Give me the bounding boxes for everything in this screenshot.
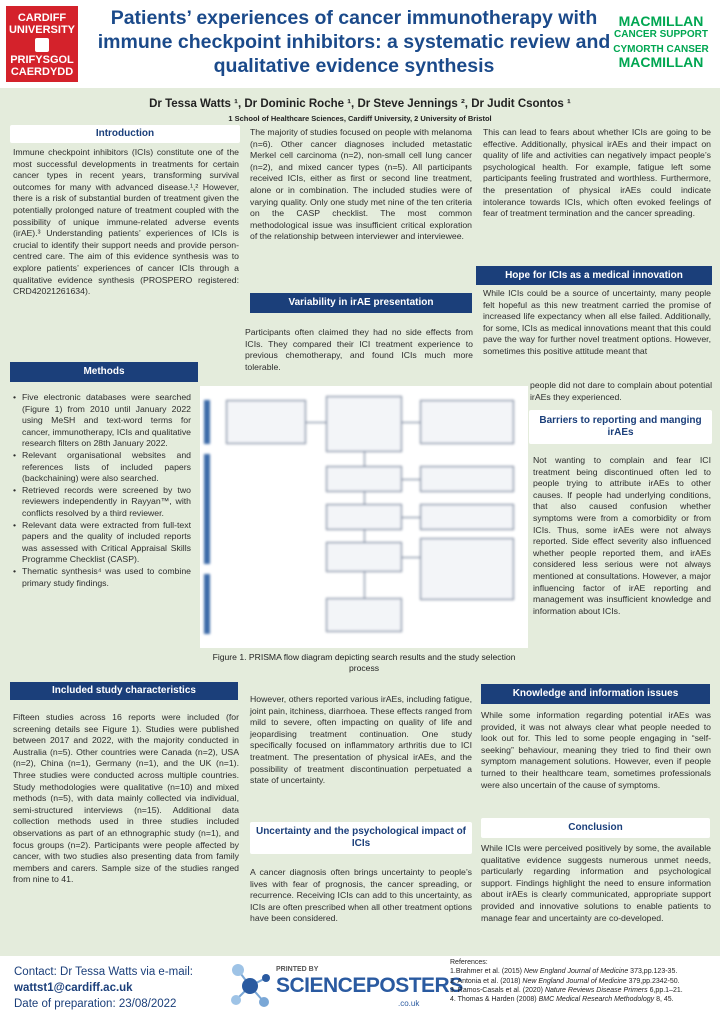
reference-details: 373,pp.123-35. <box>628 968 678 976</box>
dragon-icon <box>35 38 49 52</box>
included-text: Fifteen studies across 16 reports were included (for screening details see Figure 1). Studies were published between 2017 and 2022, with the majority conducted in Australia (n=5). Other countries were Canada (n=2), USA (n=2), China (n=1), Germany (n=1), and the UK (n=1). Three studies were conducted across multiple countries. Study methodologies were qualitative (n=10) and mixed methods (n=5), with data mainly collected via individual, semi-structured interviews (n=15). Additional data collection methods used in three studies included observations as part of an ethnographic study (n=1), and focus groups (n=2). Participants were people affected by cancer, with two studies also presenting data from family members and carers. Sample size of the studies ranged from nine to 41. <box>13 712 239 885</box>
list-item: • Five electronic databases were searched (Figure 1) from 2010 until January 2022 using MeSH and text-word terms for cancer, immunotherapy, ICIs and qualitative research filters on 28th January 2022. <box>13 392 191 450</box>
title-line: qualitative evidence synthesis <box>213 55 495 77</box>
contact-line: Contact: Dr Tessa Watts via e-mail: <box>14 966 193 978</box>
included-heading: Included study characteristics <box>10 682 238 700</box>
uncertainty-text: A cancer diagnosis often brings uncertainty to people’s lives with fear of prognosis, the cancer spreading, or recurrence. Receiving ICIs can add to this uncertainty, as ICIs are often prescribed when all other treatment options have been considered. <box>250 867 472 924</box>
logo-line: PRIFYSGOL <box>10 54 74 66</box>
cardiff-university-logo <box>6 6 78 82</box>
figure-caption: Figure 1. PRISMA flow diagram depicting search results and the study selection process <box>212 652 516 673</box>
reference-authors: 3. Ramos-Casals et al. (2020) <box>450 986 545 994</box>
introduction-text: Immune checkpoint inhibitors (ICIs) constitute one of the most successful developments in treatments for certain cancer types in recent years, transforming survival outcomes for many with advanced disease.¹,² However, there is a risk of substantial burden of treatment given the potentially prolonged nature of treatment coupled with the possibility of unique immune-related adverse events (irAE).³ Understanding patients’ experiences of ICIs is crucial to identify their support needs and provide person-centred care. The aim of this evidence synthesis was to explore patients’ experiences of cancer ICIs through a qualitative evidence synthesis (PROSPERO registered: CRD42021261634). <box>13 147 239 297</box>
variability-heading: Variability in irAE presentation <box>250 293 472 313</box>
reference-authors: 4. Thomas & Harden (2008) <box>450 996 539 1004</box>
flow-diagram-body <box>204 392 524 642</box>
contact-block <box>14 964 193 1012</box>
methods-list <box>13 392 191 589</box>
network-icon <box>231 964 270 1007</box>
reference-details: 8, 45. <box>654 996 674 1004</box>
flow-box <box>326 542 402 572</box>
list-item: • Relevant organisational websites and references lists of included papers (backchaining) were also searched. <box>13 450 191 485</box>
flow-box <box>420 538 514 600</box>
references <box>450 958 716 1004</box>
barriers-text: Not wanting to complain and fear ICI treatment being discontinued often led to people trying to attribute irAEs to other causes. If people had underlying conditions, that also caused confusion whether symptoms were from a comorbidity or from ICIs. Thus, some irAEs were not always reported. Side effect severity also influenced whether people reported them, and irAEs considered less serious were not always mentioned at consultations. However, a major influencing factor of irAE reporting and management was insufficient knowledge and information about ICIs. <box>533 455 711 616</box>
hope-text: While ICIs could be a source of uncertainty, many people felt hopeful as this new treatment carried the promise of increased life expectancy when all else failed. Additionally, for some, ICIs as medical innovations meant that this could pave the way for further novel treatment options. However, sometimes this positive attitude meant that <box>483 288 711 356</box>
flow-arrow <box>402 422 420 423</box>
logo-line: CARDIFF <box>17 12 67 24</box>
included-bar <box>204 574 210 634</box>
scienceposters-name: SCIENCEPOSTERS <box>276 974 463 997</box>
fears-text: This can lead to fears about whether ICIs are going to be effective. Additionally, physical irAEs and their impact on quality of life and activities can negatively impact people’s psychological health. For example, fatigue left some participants feeling frustrated and worthless. Furthermore, the presentation of physical irAEs could indicate intolerance towards ICIs, which often evoked feelings of fear of treatment termination and the cancer spreading. <box>483 127 711 219</box>
flow-arrow <box>306 422 326 423</box>
logo-line: UNIVERSITY <box>8 24 75 36</box>
authors: Dr Tessa Watts ¹, Dr Dominic Roche ¹, Dr Steve Jennings ², Dr Judit Csontos ¹ <box>149 98 571 110</box>
list-item: • Retrieved records were screened by two reviewers independently in Rayyan™, with conflicts resolved by a third reviewer. <box>13 485 191 520</box>
list-item: • Thematic synthesis⁴ was used to combine primary study findings. <box>13 566 191 589</box>
prisma-flow-diagram <box>200 386 528 648</box>
conclusion-text: While ICIs were perceived positively by some, the available qualitative evidence suggests numerous unmet needs, particularly regarding information and psychological support. Findings highlight the need to ensure information about irAEs is clearly communicated, appropriate support provided and innovative solutions to enable patients to manage fear and uncertainty are co-developed. <box>481 843 711 923</box>
irae-reports-text: However, others reported various irAEs, including fatigue, joint pain, itchiness, diarrhoea. These effects ranged from mild to severe, often impacting on quality of life and jeopardising treatment continuation. One study specifically focused on inflammatory arthritis due to ICI treatment. The presentation of physical irAEs, and the possibility of treatment discontinuation perpetuated a state of uncertainty. <box>250 694 472 786</box>
flow-box <box>420 466 514 492</box>
logo-line: MACMILLAN <box>618 13 704 29</box>
flow-arrow <box>402 557 420 558</box>
introduction-heading: Introduction <box>10 125 240 143</box>
screening-bar <box>204 454 210 564</box>
flow-box <box>326 466 402 492</box>
reference-authors: 2. Antonia et al. (2018) <box>450 977 523 985</box>
reference-journal: New England Journal of Medicine <box>522 977 627 985</box>
flow-arrow <box>364 572 365 598</box>
reference-item <box>450 967 716 976</box>
contact-email-link[interactable]: wattst1@cardiff.ac.uk <box>14 982 133 994</box>
identification-bar <box>204 400 210 444</box>
reference-details: 6,pp.1–21. <box>647 986 683 994</box>
barriers-heading: Barriers to reporting and manging irAEs <box>529 410 712 444</box>
poster-title <box>94 6 614 78</box>
hope-heading: Hope for ICIs as a medical innovation <box>476 266 712 285</box>
variability-text: Participants often claimed they had no side effects from ICIs. They compared their ICI treatment experience to previous chemotherapy, and found ICIs much more tolerable. <box>245 327 473 372</box>
reference-journal: BMC Medical Research Methodology <box>538 996 655 1004</box>
knowledge-text: While some information regarding potential irAEs was provided, it was not always clear what people needed to look out for. This led to some people engaging in “self-seeking” behaviour, meaning they tried to find their own symptom management solutions. However, even if people turned to their healthcare team, sometimes professionals were also uncertain of the cause of symptoms. <box>481 710 711 790</box>
flow-box <box>420 504 514 530</box>
reference-item <box>450 995 716 1004</box>
reference-item <box>450 986 716 995</box>
logo-line: CAERDYDD <box>10 66 74 78</box>
conclusion-heading: Conclusion <box>481 818 710 838</box>
logo-line: CYMORTH CANSER <box>613 44 709 55</box>
title-line: immune checkpoint inhibitors: a systematic review and <box>97 31 611 53</box>
reference-item <box>450 977 716 986</box>
flow-box <box>326 504 402 530</box>
flow-arrow <box>364 492 365 504</box>
title-line: Patients’ experiences of cancer immunotherapy with <box>110 7 598 29</box>
logo-line: CANCER SUPPORT <box>614 29 708 40</box>
flow-arrow <box>402 479 420 480</box>
logo-line: MACMILLAN <box>618 54 704 70</box>
flow-arrow <box>402 517 420 518</box>
scienceposters-domain: .co.uk <box>398 999 420 1008</box>
uncertainty-heading: Uncertainty and the psychological impact of ICIs <box>250 822 472 854</box>
study-focus-text: The majority of studies focused on people with melanoma (n=6). Other cancer diagnoses included metastatic Merkel cell carcinoma (n=2), non-small cell lung cancer (n=2), and mixed cancer types (n=5). All participants received ICIs, either as first or second line treatment, alone or in combination. The included studies were of varying quality. Only one study met nine of the ten criteria on the CASP checklist. The most common methodological issue was insufficient critical exploration of the relationship between interviewer and interviewee. <box>250 127 472 242</box>
knowledge-heading: Knowledge and information issues <box>481 684 710 704</box>
reference-journal: New England Journal of Medicine <box>523 968 629 976</box>
printed-by-label: PRINTED BY <box>276 966 319 973</box>
flow-arrow <box>364 530 365 542</box>
reference-authors: 1.Brahmer et al. (2015) <box>450 968 524 976</box>
preparation-date: Date of preparation: 23/08/2022 <box>14 998 177 1010</box>
flow-arrow <box>364 452 365 466</box>
flow-box <box>420 400 514 444</box>
flow-box <box>326 396 402 452</box>
references-heading: References: <box>450 959 488 966</box>
flow-box <box>326 598 402 632</box>
hope-text-tail: people did not dare to complain about potential irAEs they experienced. <box>530 380 712 402</box>
methods-heading: Methods <box>10 362 198 382</box>
reference-journal: Nature Reviews Disease Primers <box>544 986 648 994</box>
reference-details: 379,pp.2342-50. <box>626 977 680 985</box>
macmillan-logo <box>606 14 716 70</box>
affiliation: 1 School of Healthcare Sciences, Cardiff University, 2 University of Bristol <box>228 114 492 123</box>
flow-box <box>226 400 306 444</box>
list-item: • Relevant data were extracted from full-text papers and the quality of included reports was assessed with Critical Appraisal Skills Programme Checklist (CASP). <box>13 520 191 566</box>
